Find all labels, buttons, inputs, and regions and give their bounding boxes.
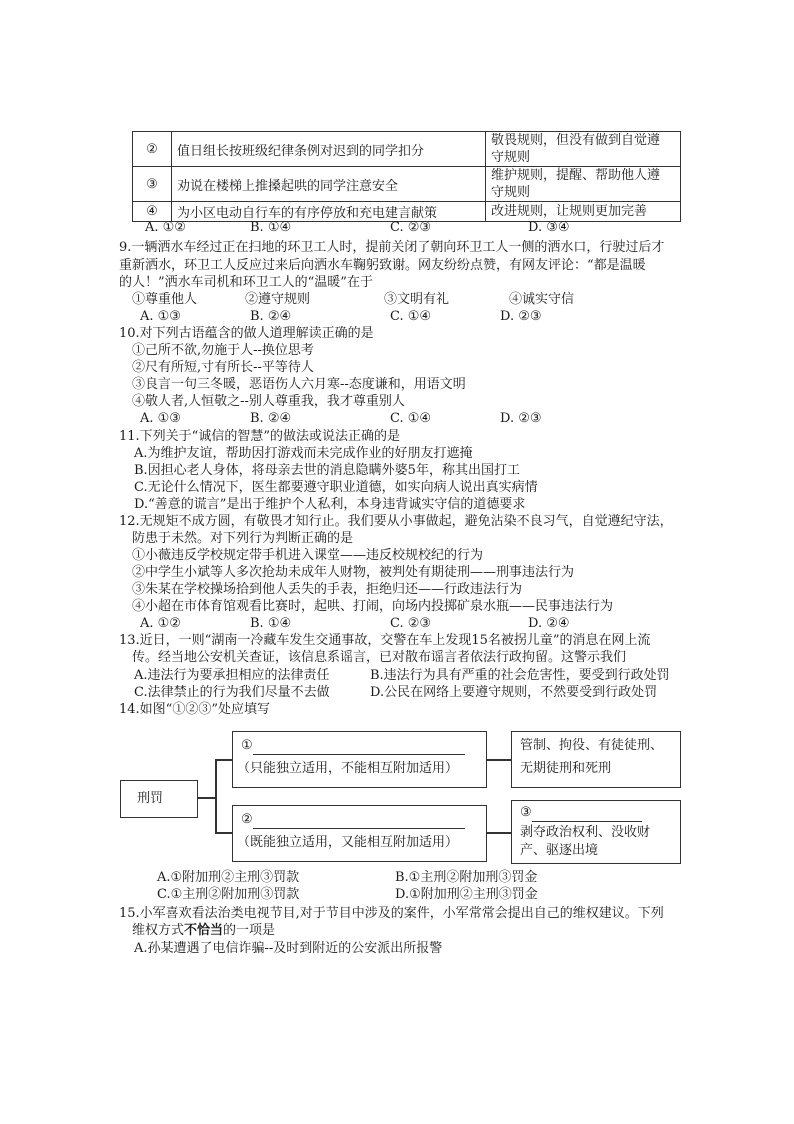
blank-3-underline [532, 807, 642, 822]
q13-option-a: A.违法行为要承担相应的法律责任 [134, 668, 330, 683]
row-number: ④ [133, 202, 172, 222]
row-action: 为小区电动自行车的有序停放和充电建言献策 [172, 202, 486, 222]
q15-stem-line [132, 922, 275, 940]
eval-line: 守规则 [491, 185, 531, 200]
eval-line: 敬畏规则，但没有做到自觉遵 [491, 133, 661, 148]
q9-stem-line: 重新洒水，环卫工人反应过来后向洒水车鞠躬致谢。网友纷纷点赞，有网友评论：“都是温暖 [119, 258, 646, 273]
blank-1-note: （只能独立适用，不能相互附加适用） [237, 761, 459, 776]
q12-option-a: A. ①② [140, 616, 181, 631]
q10-stem: 10.对下列古语蕴含的做人道理解读正确的是 [119, 326, 374, 341]
q12-item: ②中学生小斌等人多次抢劫未成年人财物，被判处有期徒刑——刑事违法行为 [132, 565, 575, 580]
q11-option-c: C.无论什么情况下，医生都要遵守职业道德，如实向病人说出真实病情 [134, 480, 538, 495]
q9-option-c: C. ①④ [390, 309, 432, 324]
q10-item: ②尺有所短,寸有所长--平等待人 [132, 360, 314, 375]
q13-option-d: D.公民在网络上要遵守规则，不然要受到行政处罚 [370, 685, 658, 700]
q9-item: ①尊重他人 [132, 292, 198, 307]
root-box [120, 780, 198, 818]
connector [215, 759, 232, 761]
blank-3-number: ③ [520, 805, 532, 820]
table-row [133, 167, 681, 202]
q14-option-a: A.①附加刑②主刑③罚款 [157, 870, 300, 885]
row-number: ③ [133, 167, 172, 202]
q8-option-a: A. ①② [145, 220, 186, 235]
q12-option-c: C. ②③ [390, 616, 432, 631]
q12-item: ①小薇违反学校规定带手机进入课堂——违反校规校纪的行为 [132, 548, 484, 563]
q10-option-d: D. ②③ [500, 411, 542, 426]
blank-1-line [241, 737, 465, 755]
row-evaluation: 改进规则，让规则更加完善 [486, 202, 681, 222]
q10-option-b: B. ②④ [250, 411, 292, 426]
q9-option-d: D. ②③ [500, 309, 542, 324]
q15-text: 维权方式 [132, 923, 185, 938]
q14-stem: 14.如图“①②③”处应填写 [119, 702, 270, 717]
blank-3-box [511, 800, 681, 864]
blank-2-number: ② [241, 812, 253, 827]
q13-stem-line: 13.近日，一则“湖南一冷藏车发生交通事故，交警在车上发现15名被拐儿童”的消息在网上流 [119, 633, 651, 648]
q10-item: ④敬人者,人恒敬之--别人尊重我，我才尊重别人 [132, 394, 405, 409]
eval-line: 守规则 [491, 150, 531, 165]
q11-option-b: B.因担心老人身体，将母亲去世的消息隐瞒外婆5年，称其出国打工 [134, 463, 520, 478]
q13-option-b: B.违法行为具有严重的社会危害性，要受到行政处罚 [370, 668, 670, 683]
q13-stem-line: 传。经当地公安机关查证，该信息系谣言，已对散布谣言者依法行政拘留。这警示我们 [132, 650, 627, 665]
table-row [133, 132, 681, 167]
main-penalty-box [511, 731, 681, 788]
blank-2-underline [253, 814, 465, 829]
connector [486, 832, 511, 834]
q9-option-b: B. ②④ [250, 309, 292, 324]
q8-option-d: D. ③④ [528, 220, 570, 235]
q12-stem-line: 12.无规矩不成方圆，有敬畏才知行止。我们要从小事做起，避免沾染不良习气，自觉遵纪守法， [119, 514, 673, 529]
q12-stem-line: 防患于未然。对下列行为判断正确的是 [132, 531, 354, 546]
q12-option-d: D. ②④ [528, 616, 570, 631]
q14-option-d: D.①附加刑②主刑③罚金 [395, 887, 538, 902]
main-penalty-line: 管制、拘役、有徒徒刑、 [520, 738, 664, 753]
q11-option-d: D.“善意的谎言”是出于维护个人私利，本身违背诚实守信的道德要求 [134, 497, 526, 512]
q10-option-a: A. ①③ [140, 411, 181, 426]
row-evaluation [486, 132, 681, 167]
q9-stem-line: 的人！”洒水车司机和环卫工人的“温暖”在于 [119, 275, 373, 290]
connector [486, 759, 511, 761]
q15-stem-line: 15.小军喜欢看法治类电视节目,对于节目中涉及的案件，小军常常会提出自己的维权建议。下列 [119, 906, 664, 921]
q14-option-c: C.①主刑②附加刑③罚款 [157, 887, 300, 902]
row-number: ② [133, 132, 172, 167]
q15-emphasis: 不恰当 [184, 923, 224, 938]
eval-line: 维护规则，提醒、帮助他人遵 [491, 168, 661, 183]
q9-option-a: A. ①③ [140, 309, 181, 324]
q10-item: ①己所不欲,勿施于人--换位思考 [132, 343, 314, 358]
q12-option-b: B. ①④ [250, 616, 292, 631]
blank-3-line [520, 804, 642, 822]
connector [197, 797, 215, 799]
root-label: 刑罚 [137, 791, 164, 806]
q14-option-b: B.①主刑②附加刑③罚金 [395, 870, 538, 885]
q8-option-b: B. ①④ [250, 220, 292, 235]
blank-1-box [232, 731, 487, 788]
row-action: 值日组长按班级纪律条例对迟到的同学扣分 [172, 132, 486, 167]
additional-penalty-line: 产、驱逐出境 [520, 843, 599, 858]
connector [215, 759, 217, 833]
row-evaluation [486, 167, 681, 202]
q8-option-c: C. ②③ [390, 220, 432, 235]
connector [215, 832, 232, 834]
blank-2-note: （既能独立适用，又能相互附加适用） [237, 835, 459, 850]
q9-stem-line: 9.一辆洒水车经过正在扫地的环卫工人时，提前关闭了朝向环卫工人一侧的洒水口，行驶过后才 [119, 240, 665, 255]
main-penalty-line: 无期徒刑和死刑 [520, 761, 612, 776]
q9-item: ②遵守规则 [245, 292, 311, 307]
q15-option-a: A.孙某遭遇了电信诈骗--及时到附近的公安派出所报警 [134, 941, 443, 956]
q9-item: ④诚实守信 [509, 292, 575, 307]
q12-item: ③朱某在学校操场拾到他人丢失的手表，拒绝归还——行政违法行为 [132, 582, 523, 597]
blank-1-number: ① [241, 738, 253, 753]
row-action: 劝说在楼梯上推搡起哄的同学注意安全 [172, 167, 486, 202]
blank-2-line [241, 811, 465, 829]
q12-item: ④小超在市体育馆观看比赛时，起哄、打闹，向场内投掷矿泉水瓶——民事违法行为 [132, 599, 614, 614]
q15-text: 的一项是 [223, 923, 276, 938]
q10-option-c: C. ①④ [390, 411, 432, 426]
q11-stem: 11.下列关于“诚信的智慧”的做法或说法正确的是 [119, 429, 400, 444]
q11-option-a: A.为维护友谊，帮助因打游戏而未完成作业的好朋友打遮掩 [134, 446, 473, 461]
q9-item: ③文明有礼 [384, 292, 450, 307]
additional-penalty-line: 剥夺政治权利、没收财 [520, 825, 651, 840]
blank-1-underline [253, 740, 465, 755]
q13-option-c: C.法律禁止的行为我们尽量不去做 [134, 685, 330, 700]
q8-table [132, 131, 681, 222]
q10-item: ③良言一句三冬暖，恶语伤人六月寒--态度谦和，用语文明 [132, 377, 466, 392]
blank-2-box [232, 805, 487, 862]
